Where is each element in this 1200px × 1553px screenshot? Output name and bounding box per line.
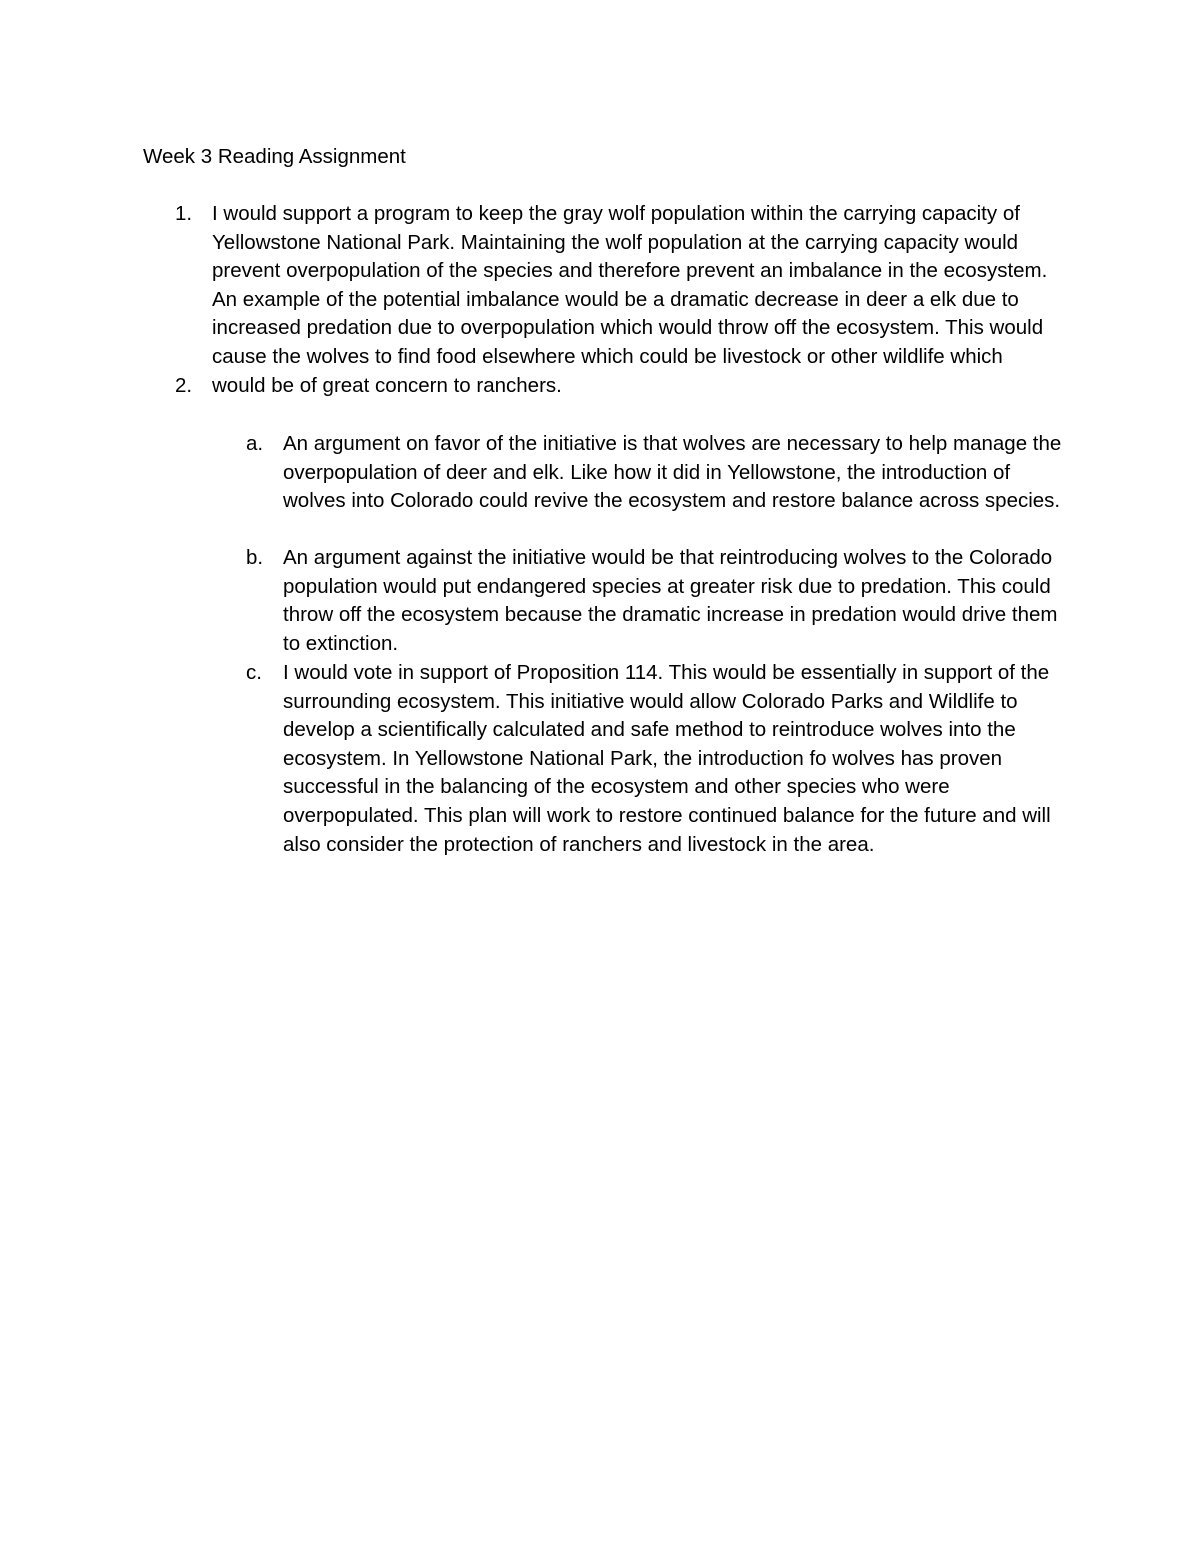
list-marker-2: 2. bbox=[175, 374, 193, 397]
list-marker-1: 1. bbox=[175, 202, 193, 225]
sublist-marker-a: a. bbox=[246, 432, 264, 455]
sublist-marker-c: c. bbox=[246, 661, 262, 684]
sublist-item-a-text: An argument on favor of the initiative is that wolves are necessary to help manage the overpopulation of deer and elk. Like how it did in Yellowstone, the introduction of wolves into Colorado could revive the ecosystem and restore balance across species. bbox=[283, 432, 1062, 513]
list-item-1-text: I would support a program to keep the gray wolf population within the carrying capacity of Yellowstone National Park. Maintaining the wolf population at the carrying capacity would prevent overpopulation of the species and therefore prevent an imbalance in the ecosystem. An example of the potential imbalance would be a dramatic decrease in deer a elk due to increased predation due to overpopulation which would throw off the ecosystem. This would cause the wolves to find food elsewhere which could be livestock or other wildlife which would be of great concern to ranchers. bbox=[212, 202, 1048, 397]
sublist-marker-b: b. bbox=[246, 546, 264, 569]
sublist-item-b-text: An argument against the initiative would be that reintroducing wolves to the Colorado population would put endangered species at greater risk due to predation. This could throw off the ecosystem because the dramatic increase in predation would drive them to extinction. bbox=[283, 546, 1058, 655]
sublist-item-c-text: I would vote in support of Proposition 114. This would be essentially in support of the surrounding ecosystem. This initiative would allow Colorado Parks and Wildlife to develop a scientifically calculated and safe method to reintroduce wolves into the ecosystem. In Yellowstone National Park, the introduction fo wolves has proven successful in the balancing of the ecosystem and other species who were overpopulated. This plan will work to restore continued balance for the future and will also consider the protection of ranchers and livestock in the area. bbox=[283, 661, 1051, 856]
document-title: Week 3 Reading Assignment bbox=[143, 145, 406, 168]
